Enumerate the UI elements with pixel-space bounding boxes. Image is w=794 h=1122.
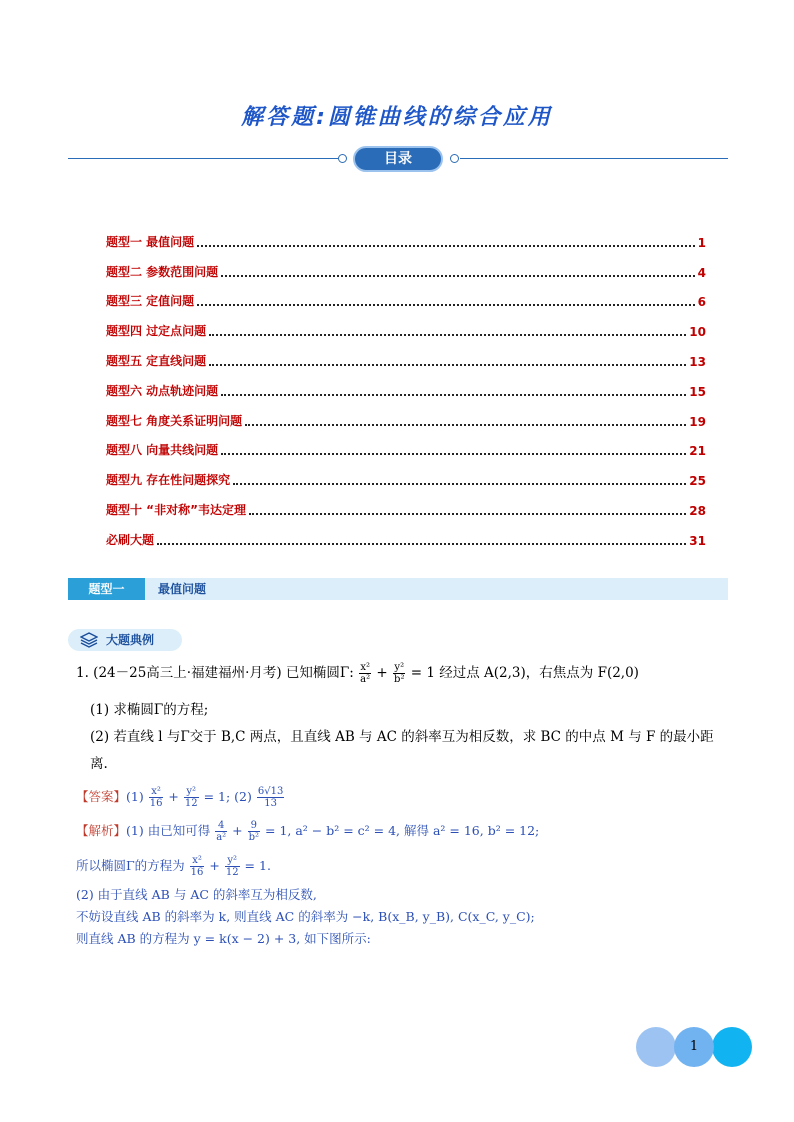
analysis-text: = 1, a² − b² = c² = 4, 解得 a² = 16, b² = 12; xyxy=(265,823,540,838)
analysis-text: 所以椭圆Γ的方程为 xyxy=(76,858,185,873)
toc-entry-page: 28 xyxy=(689,503,706,518)
divider-left xyxy=(68,158,338,159)
page-indicator xyxy=(636,1027,752,1067)
analysis-line-1: 【解析】(1) 由已知可得 $\frac{4}{\text{a²}}$ + $\frac{9}{\text{b²}}$ = 1, a² − b² = c² = 4, 解得 a² = 16, b² = 12; xyxy=(76,820,540,843)
section-tag: 题型一 xyxy=(68,578,145,600)
toc-entry[interactable] xyxy=(106,399,706,429)
analysis-text: = 1. xyxy=(244,858,271,873)
analysis-line-5: 则直线 AB 的方程为 y = k(x − 2) + 3, 如下图所示: xyxy=(76,931,371,946)
toc-entry-page: 6 xyxy=(697,295,706,310)
toc-entry-label: 题型一 最值问题 xyxy=(106,234,195,249)
analysis-text: (1) 由已知可得 xyxy=(126,823,211,838)
toc-entry[interactable] xyxy=(106,488,706,518)
problem-tail: = 1 经过点 A(2,3)，右焦点为 F(2,0) xyxy=(410,665,639,681)
example-label-text: 大题典例 xyxy=(106,633,155,647)
leader-dots xyxy=(233,482,686,485)
divider-dot-right xyxy=(450,154,459,163)
layers-icon xyxy=(80,632,98,648)
toc-entry[interactable] xyxy=(106,339,706,369)
page-title: 解答题:圆锥曲线的综合应用 xyxy=(241,105,553,130)
toc-entry-page: 10 xyxy=(689,325,706,340)
leader-dots xyxy=(249,512,686,515)
fraction-9-b2: $\frac{9}{\text{b²}}$ xyxy=(248,820,260,843)
pager-circle-right xyxy=(712,1027,752,1067)
analysis-line-4: 不妨设直线 AB 的斜率为 k, 则直线 AC 的斜率为 −k, B(x_B, y_B), C(x_C, y_C); xyxy=(76,909,535,924)
fraction-4-a2: $\frac{4}{\text{a²}}$ xyxy=(216,820,227,843)
page-number: 1 xyxy=(674,1027,714,1067)
leader-dots xyxy=(245,423,686,426)
toc-entry-page: 25 xyxy=(689,474,706,489)
toc-entry-label: 题型三 定值问题 xyxy=(106,294,195,309)
fraction-y2-12: $\frac{\text{y²}}{12}$ xyxy=(225,855,239,878)
leader-dots xyxy=(197,244,694,247)
example-label xyxy=(68,629,182,651)
answer-p1: (1) xyxy=(126,789,144,804)
problem-part2: (2) 若直线 l 与Γ交于 B,C 两点，且直线 AB 与 AC 的斜率互为相反数，求 BC 的中点 M 与 F 的最小距 xyxy=(90,729,714,745)
problem-part2-cont: 离. xyxy=(90,756,108,772)
leader-dots xyxy=(221,274,694,277)
answer-p1-tail: = 1; (2) xyxy=(203,789,252,804)
toc-entry-page: 15 xyxy=(689,384,706,399)
toc-entry-page: 1 xyxy=(697,235,706,250)
fraction-y2-b2: $\frac{\text{y²}}{\text{b²}}$ xyxy=(394,662,405,685)
leader-dots xyxy=(221,452,686,455)
problem-lead: 1. (24－25高三上·福建福州·月考) 已知椭圆Γ: xyxy=(76,665,354,681)
toc-entry-label: 必刷大题 xyxy=(106,532,155,547)
answer-line: 【答案】(1) $\frac{\text{x²}}{16}$ + $\frac{\text{y²}}{12}$ = 1; (2) $\frac{6√13}{13}$ xyxy=(76,786,284,809)
toc-entry[interactable] xyxy=(106,220,706,250)
toc-entry[interactable] xyxy=(106,250,706,280)
toc-entry[interactable] xyxy=(106,369,706,399)
divider-dot-left xyxy=(338,154,347,163)
toc-entry-label: 题型九 存在性问题探究 xyxy=(106,473,231,488)
fraction-x2-a2: $\frac{\text{x²}}{\text{a²}}$ xyxy=(360,662,371,685)
toc-entry-page: 21 xyxy=(689,444,706,459)
divider-right xyxy=(460,158,728,159)
toc-entry-page: 4 xyxy=(697,265,706,280)
analysis-line-2: 所以椭圆Γ的方程为 $\frac{\text{x²}}{16}$ + $\frac{\text{y²}}{12}$ = 1. xyxy=(76,855,271,878)
toc-entry-label: 题型六 动点轨迹问题 xyxy=(106,383,219,398)
leader-dots xyxy=(221,393,686,396)
toc-entry-page: 13 xyxy=(689,354,706,369)
toc-entry[interactable] xyxy=(106,309,706,339)
leader-dots xyxy=(209,363,686,366)
fraction-6root13-13: $\frac{6√13}{13}$ xyxy=(257,786,284,809)
toc-entry[interactable] xyxy=(106,280,706,310)
pager-circle-left xyxy=(636,1027,676,1067)
section-name: 最值问题 xyxy=(158,582,207,596)
toc-entry-label: 题型五 定直线问题 xyxy=(106,353,207,368)
answer-tag: 【答案】 xyxy=(76,789,127,804)
toc-entry-label: 题型七 角度关系证明问题 xyxy=(106,413,243,428)
fraction-x2-16: $\frac{\text{x²}}{16}$ xyxy=(149,786,163,809)
toc-heading: 目录 xyxy=(353,146,443,172)
toc-entry-label: 题型二 参数范围问题 xyxy=(106,264,219,279)
table-of-contents xyxy=(106,220,706,548)
analysis-tag: 【解析】 xyxy=(76,823,127,838)
problem-statement: 1. (24－25高三上·福建福州·月考) 已知椭圆Γ: $\frac{\text{x²}}{\text{a²}}$ + $\frac{\text{y²}}{\text{b²}}$ = 1 经过点 A(2,3)，右焦点为 F(2,0) xyxy=(76,662,639,685)
leader-dots xyxy=(197,303,694,306)
leader-dots xyxy=(157,542,686,545)
toc-entry[interactable] xyxy=(106,458,706,488)
problem-part1: (1) 求椭圆Γ的方程; xyxy=(90,702,209,718)
toc-header xyxy=(68,146,728,172)
toc-entry[interactable] xyxy=(106,518,706,548)
fraction-x2-16: $\frac{\text{x²}}{16}$ xyxy=(190,855,204,878)
toc-entry-page: 19 xyxy=(689,414,706,429)
toc-entry-label: 题型十 “非对称”韦达定理 xyxy=(106,502,246,517)
fraction-y2-12: $\frac{\text{y²}}{12}$ xyxy=(184,786,198,809)
analysis-line-3: (2) 由于直线 AB 与 AC 的斜率互为相反数, xyxy=(76,887,317,902)
toc-entry-label: 题型八 向量共线问题 xyxy=(106,443,219,458)
section-header xyxy=(68,578,728,600)
toc-entry-label: 题型四 过定点问题 xyxy=(106,324,207,339)
toc-entry-page: 31 xyxy=(689,533,706,548)
toc-entry[interactable] xyxy=(106,429,706,459)
leader-dots xyxy=(209,333,686,336)
